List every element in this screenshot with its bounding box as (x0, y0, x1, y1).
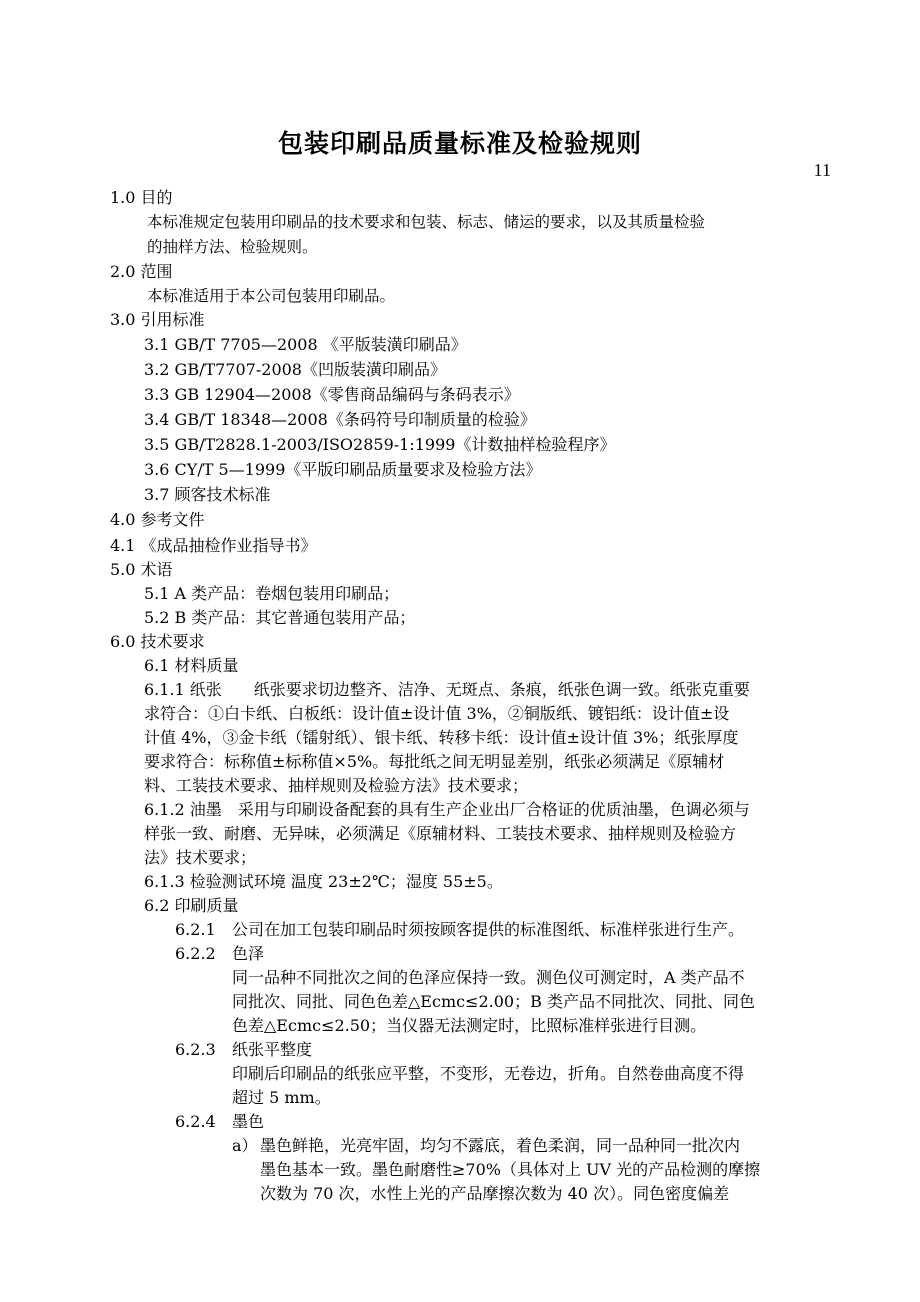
clause-title: 墨色 (232, 1112, 265, 1131)
purpose-text-line-1: 本标准规定包装用印刷品的技术要求和包装、标志、储运的要求，以及其质量检验 (147, 213, 706, 231)
section-heading-scope: 2.0 范围 (110, 262, 173, 281)
reference-item: 3.5 GB/T2828.1-2003/ISO2859-1:1999《计数抽样检验程序》 (144, 435, 616, 454)
subsection-heading-material-quality: 6.1 材料质量 (144, 656, 239, 675)
scope-text: 本标准适用于本公司包装用印刷品。 (147, 287, 396, 305)
section-heading-technical-requirements: 6.0 技术要求 (110, 632, 205, 651)
ink-requirement-line: 6.1.2 油墨 采用与印刷设备配套的具有生产企业出厂合格证的优质油墨，色调必须与 (144, 800, 750, 819)
color-requirement-line: 同批次、同批、同色色差△Ecmc≤2.00；B 类产品不同批次、同批、同色 (232, 992, 755, 1011)
purpose-text-line-2: 的抽样方法、检验规则。 (147, 238, 318, 256)
reference-doc-item: 4.1 《成品抽检作业指导书》 (110, 536, 317, 555)
list-marker: a） (232, 1136, 258, 1155)
subsection-heading-print-quality: 6.2 印刷质量 (144, 896, 239, 915)
color-requirement-line: 同一品种不同批次之间的色泽应保持一致。测色仪可测定时，A 类产品不 (232, 968, 745, 987)
paper-requirement-line: 料、工装技术要求、抽样规则及检验方法》技术要求； (144, 776, 529, 795)
paper-requirement-line: 求符合：①白卡纸、白板纸：设计值±设计值 3%，②铜版纸、镀铝纸：设计值±设 (144, 704, 730, 723)
ink-requirement-line: 法》技术要求； (144, 848, 257, 867)
ink-color-requirement-line: 墨色基本一致。墨色耐磨性≥70%（具体对上 UV 光的产品检测的摩擦 (260, 1160, 761, 1179)
section-heading-references: 3.0 引用标准 (110, 310, 205, 329)
reference-item: 3.1 GB/T 7705—2008 《平版装潢印刷品》 (144, 335, 467, 354)
clause-number: 6.2.3 (175, 1040, 216, 1059)
reference-item: 3.2 GB/T7707-2008《凹版装潢印刷品》 (144, 360, 446, 379)
term-item: 5.2 B 类产品：其它普通包装用产品； (144, 608, 416, 627)
page-number: 11 (813, 160, 831, 180)
document-title: 包装印刷品质量标准及检验规则 (277, 129, 642, 158)
clause-number: 6.2.1 (175, 920, 216, 939)
paper-requirement-line: 要求符合：标称值±标称值×5%。每批纸之间无明显差别，纸张必须满足《原辅材 (144, 752, 725, 771)
reference-item: 3.7 顾客技术标准 (144, 485, 271, 504)
section-heading-reference-docs: 4.0 参考文件 (110, 510, 205, 529)
ink-requirement-line: 样张一致、耐磨、无异味，必须满足《原辅材料、工装技术要求、抽样规则及检验方 (144, 824, 737, 843)
clause-number: 6.2.2 (175, 944, 216, 963)
paper-requirement-line: 6.1.1 纸张 纸张要求切边整齐、洁净、无斑点、条痕，纸张色调一致。纸张克重要 (144, 680, 750, 699)
clause-text: 公司在加工包装印刷品时须按顾客提供的标准图纸、标准样张进行生产。 (232, 920, 745, 939)
flatness-requirement-line: 印刷后印刷品的纸张应平整，不变形，无卷边，折角。自然卷曲高度不得 (232, 1064, 745, 1083)
reference-item: 3.6 CY/T 5—1999《平版印刷品质量要求及检验方法》 (144, 460, 542, 479)
clause-title: 纸张平整度 (232, 1040, 313, 1059)
test-environment-line: 6.1.3 检验测试环境 温度 23±2℃；湿度 55±5。 (144, 872, 503, 891)
ink-color-requirement-line: 墨色鲜艳，光亮牢固，均匀不露底，着色柔润，同一品种同一批次内 (260, 1136, 741, 1155)
paper-requirement-line: 计值 4%，③金卡纸（镭射纸）、银卡纸、转移卡纸：设计值±设计值 3%；纸张厚度 (144, 728, 739, 747)
ink-color-requirement-line: 次数为 70 次，水性上光的产品摩擦次数为 40 次）。同色密度偏差 (260, 1184, 730, 1203)
section-heading-purpose: 1.0 目的 (110, 188, 173, 207)
reference-item: 3.3 GB 12904—2008《零售商品编码与条码表示》 (144, 385, 520, 404)
reference-item: 3.4 GB/T 18348—2008《条码符号印制质量的检验》 (144, 410, 536, 429)
section-heading-terms: 5.0 术语 (110, 560, 173, 579)
flatness-requirement-line: 超过 5 mm。 (232, 1088, 331, 1107)
term-item: 5.1 A 类产品：卷烟包装用印刷品； (144, 584, 400, 603)
color-requirement-line: 色差△Ecmc≤2.50；当仪器无法测定时，比照标准样张进行目测。 (232, 1016, 707, 1035)
clause-number: 6.2.4 (175, 1112, 216, 1131)
clause-title: 色泽 (232, 944, 265, 963)
